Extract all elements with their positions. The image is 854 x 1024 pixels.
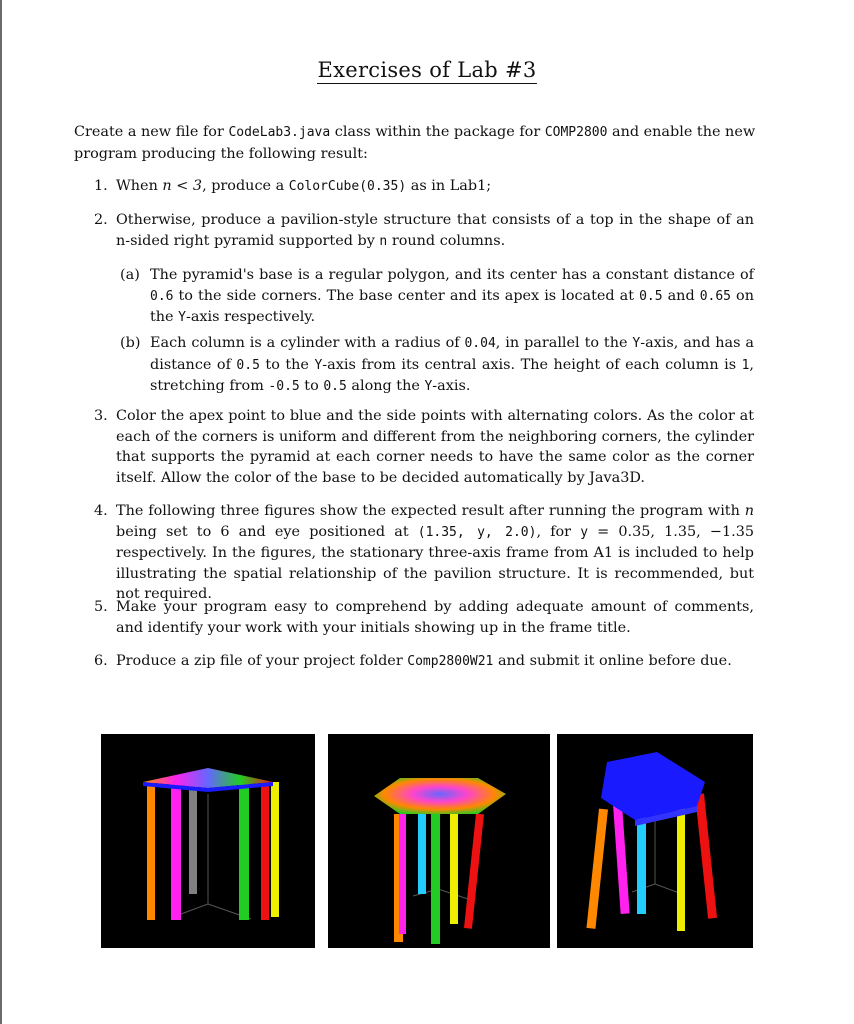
figure-3-pavilion-view <box>557 734 753 948</box>
list-item-1: 1. When n < 3, produce a ColorCube(0.35) as in Lab1; <box>94 178 492 194</box>
figure-2-pavilion-view <box>328 734 550 948</box>
list-item-5: 5. Make your program easy to comprehend by adding adequate amount of comments, and identify your work with your initials showing up in the frame title. <box>94 599 754 636</box>
page-title: Exercises of Lab #3 <box>317 58 537 82</box>
intro-paragraph: Create a new file for CodeLab3.java class within the package for COMP2800 and enable the new program producing the following result: <box>74 124 756 162</box>
list-item-2: 2. Otherwise, produce a pavilion-style structure that consists of a top in the shape of an n-sided right pyramid supported by n round columns. <box>94 212 754 249</box>
list-item-6: 6. Produce a zip file of your project folder Comp2800W21 and submit it online before due. <box>94 653 732 669</box>
page-left-edge <box>0 0 2 1024</box>
sub-item-a: (a) The pyramid's base is a regular polygon, and its center has a constant distance of 0.6 to the side corners. The base center and its apex is located at 0.5 and 0.65 on the Y-axis respectively. <box>120 267 754 325</box>
figure-1-pavilion-view <box>101 734 315 948</box>
list-item-4: 4. The following three figures show the expected result after running the program with n being set to 6 and eye positioned at (1.35, y, 2.0), for y = 0.35, 1.35, −1.35 respectively. In the figures, the stationary three-axis frame from A1 is included to help illustrating the spatial relationship of the pavilion structure. It is recommended, but not required. <box>94 503 754 602</box>
sub-item-b: (b) Each column is a cylinder with a radius of 0.04, in parallel to the Y-axis, and has a distance of 0.5 to the Y-axis from its central axis. The height of each column is 1, stretching from -0.5 to 0.5 along the Y-axis. <box>120 335 754 394</box>
list-item-3: 3. Color the apex point to blue and the side points with alternating colors. As the color at each of the corners is uniform and different from the neighboring corners, the cylinder that supports the pyramid at each corner needs to have the same color as the corner itself. Allow the color of the base to be decided automatically by Java3D. <box>94 408 754 486</box>
code-span: COMP2800 <box>544 125 608 140</box>
code-span: CodeLab3.java <box>228 125 331 140</box>
